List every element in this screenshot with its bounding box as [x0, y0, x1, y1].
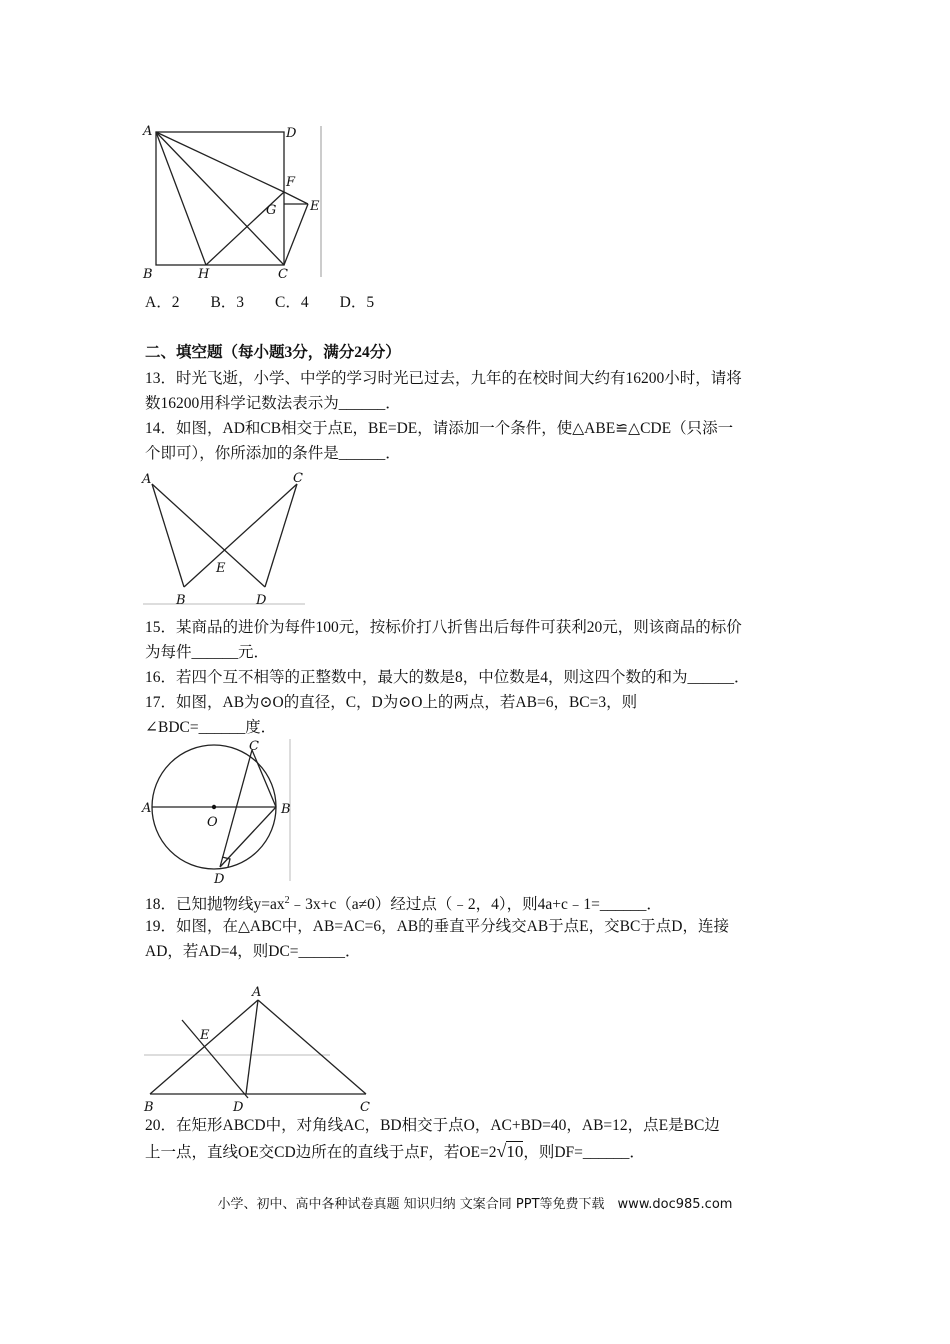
q19-line1: 19．如图，在△ABC中，AB=AC=6，AB的垂直平分线交AB于点E，交BC于点D，连接 [145, 918, 729, 935]
section-title: 二、填空题（每小题3分，满分24分） [145, 344, 401, 361]
label-b: B [144, 1100, 154, 1115]
q18-exponent: 2 [284, 895, 290, 906]
q18-part1: 18．已知抛物线y=ax [145, 896, 285, 914]
q20-radicand: 10 [506, 1142, 524, 1161]
label-e: E [216, 561, 226, 576]
q20-line2 [145, 1141, 645, 1163]
label-d: D [286, 126, 297, 141]
label-d: D [256, 593, 267, 608]
label-o: O [207, 815, 218, 830]
q16-line: 16．若四个互不相等的正整数中，最大的数是8，中位数是4，则这四个数的和为______． [145, 669, 750, 686]
q17-line1: 17．如图，AB为⊙O的直径，C，D为⊙O上的两点，若AB=6，BC=3，则 [145, 694, 638, 711]
label-g: G [266, 203, 277, 218]
label-c: C [293, 471, 303, 486]
label-b: B [143, 267, 153, 282]
q18-part2: ﹣3x+c（a≠0）经过点（﹣2，4），则4a+c﹣1=______． [289, 896, 662, 914]
q20-line1: 20．在矩形ABCD中，对角线AC，BD相交于点O，AC+BD=40，AB=12，点E是BC边 [145, 1117, 720, 1134]
label-d: D [214, 872, 225, 885]
q12-options: A．2 B．3 C．4 D．5 [145, 294, 375, 311]
q13-line1: 13．时光飞逝，小学、中学的学习时光已过去，九年的在校时间大约有16200小时，请将 [145, 370, 742, 387]
q13-line2: 数16200用科学记数法表示为______． [145, 395, 401, 412]
label-a: A [142, 472, 152, 487]
figure-bowtie [140, 468, 310, 608]
label-e: E [310, 199, 320, 214]
label-e: E [200, 1028, 210, 1043]
label-b: B [176, 593, 186, 608]
q15-line1: 15．某商品的进价为每件100元，按标价打八折售出后每件可获利20元，则该商品的标价 [145, 619, 742, 636]
label-c: C [278, 267, 288, 282]
q15-line2: 为每件______元． [145, 644, 270, 661]
label-f: F [286, 175, 296, 190]
label-a: A [252, 985, 262, 1000]
q19-line2: AD，若AD=4，则DC=______． [145, 943, 361, 960]
figure-square-abcd [140, 120, 330, 285]
sqrt-icon: √ [496, 1141, 507, 1161]
q14-line1: 14．如图，AD和CB相交于点E，BE=DE，请添加一个条件，使△ABE≌△CDE（只添一 [145, 420, 734, 437]
q20-part1: 上一点，直线OE交CD边所在的直线于点F，若OE=2 [145, 1144, 497, 1161]
figure-circle [140, 735, 300, 885]
q20-part2: ，则DF=______． [523, 1144, 645, 1161]
label-c: C [249, 739, 259, 754]
label-d: D [233, 1100, 244, 1115]
label-b: B [281, 802, 291, 817]
figure-triangle [140, 980, 380, 1115]
page-footer: 小学、初中、高中各种试卷真题 知识归纳 文案合同 PPT等免费下载 www.doc985.com [217, 1197, 733, 1212]
q17-line2: ∠BDC=______度． [145, 719, 277, 736]
label-a: A [142, 801, 152, 816]
q14-line2: 个即可），你所添加的条件是______． [145, 445, 401, 462]
label-a: A [143, 124, 153, 139]
label-c: C [360, 1100, 370, 1115]
label-h: H [198, 267, 210, 282]
q18-line [145, 891, 662, 915]
